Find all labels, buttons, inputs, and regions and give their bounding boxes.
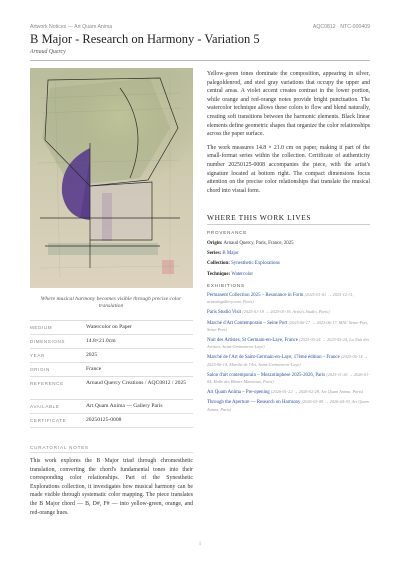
meta-value: France (86, 366, 102, 372)
exhibition-title[interactable]: Marché d'Art Contemporain – Seine Port (207, 320, 288, 326)
exhibitions-list (207, 292, 370, 417)
meta-row-dimensions (30, 334, 193, 348)
provenance-label: Collection: (207, 261, 230, 267)
header-right: AQC0812 · NTC-000409 (312, 24, 370, 30)
exhibition-item (207, 372, 370, 386)
provenance-heading: PROVENANCE (207, 230, 248, 235)
meta-row-medium (30, 320, 193, 334)
meta-row-origin (30, 362, 193, 376)
meta-key: ORIGIN (30, 367, 50, 372)
provenance-list (207, 239, 370, 280)
header-left: Artwork Notices — Art Quam Anima (30, 24, 113, 30)
provenance-label: Technique: (207, 271, 231, 277)
where-heading: WHERE THIS WORK LIVES (207, 213, 312, 222)
exhibition-detail: (2025-06-17 → 2025-06-17, MAC Seine-Port, Seine-Port) (207, 319, 369, 332)
exhibition-detail: (2025-05-24 → 2025-05-24, La Nuit des Artistes, Saint-Germain-en-Laye) (207, 337, 370, 350)
exhibition-title[interactable]: Paris Studio Visit (207, 310, 242, 316)
meta-row-available (30, 399, 193, 413)
meta-row-reference (30, 376, 193, 399)
meta-key: REFERENCE (30, 381, 64, 386)
artwork-metadata (30, 320, 193, 428)
exhibition-item (207, 292, 370, 306)
curatorial-text: This work explores the B Major triad through chromesthetic translation, converting the chord's fundamental tones into their corresponding color relationships. Part of the Synesthetic Explorations collection, it investigates how musical harmony can be made visible through systematic color mapping. The piece translates the B Major chord — B, D#, F# — into yellow-green, orange, and red-orange hues. (30, 458, 193, 516)
provenance-item (207, 239, 370, 249)
description-paragraph: Yellow-green tones dominate the composition, appearing in silver, palegoldenrod, and steel gray variations that occupy the upper and central areas. A violet accent creates contrast in the lower portion, while orange and red-orange notes provide bright punctuation. The watercolor technique allows these colors to flow and blend naturally, creating soft transitions between the harmonic elements. Black linear elements define geometric shapes that organize the color relationships across the paper surface. (207, 71, 370, 138)
meta-value: Art Quam Anima — Gallery Paris (86, 403, 163, 409)
meta-key: AVAILABLE (30, 404, 60, 409)
meta-key: DIMENSIONS (30, 339, 66, 344)
exhibition-title[interactable]: Through the Aperture — Research on Harmony (207, 400, 301, 406)
provenance-value[interactable]: B Major (222, 251, 239, 257)
exhibition-title[interactable]: Nuit des Artistes, St Germain-en-Laye, France (207, 338, 298, 344)
provenance-item (207, 259, 370, 269)
meta-value: 2025 (86, 352, 98, 358)
artwork-caption: Where musical harmony becomes visible through precise color translation (40, 296, 182, 310)
provenance-value: Arnaud Quercy, Paris, France, 2025 (223, 241, 294, 246)
exhibition-detail: (2025-01-18 → 2025-01-19, Artist's Studio, Paris) (242, 309, 330, 315)
meta-row-year (30, 348, 193, 362)
provenance-label: Series: (207, 251, 222, 257)
exhibition-item (207, 399, 370, 413)
meta-key: MEDIUM (30, 325, 53, 330)
description-paragraph: The work measures 14.8 × 21.0 cm on paper, making it part of the small-format series within the collection. Certificate of authenticity number 20250125-0008 accompanies the piece, with the artist's signature located at bottom right. The compact dimensions focus attention on the precise color relationships that translate the musical chord into visual form. (207, 144, 370, 194)
exhibition-title[interactable]: Permanent Collection 2025 – Resonance in Form (207, 293, 304, 298)
meta-value: Watercolor on Paper (86, 324, 132, 330)
artwork-image (30, 68, 193, 288)
artwork-painting (30, 68, 193, 288)
meta-key: YEAR (30, 353, 45, 358)
exhibition-item (207, 354, 370, 368)
where-divider (207, 224, 370, 225)
meta-value: Arnaud Quercy Creations / AQC0812 / 2025 (86, 380, 187, 386)
artist-name: Arnaud Quercy (30, 49, 66, 55)
exhibition-item (207, 309, 370, 316)
exhibition-detail: (2026-03-09 → 2026-04-30, Art Quam Anima, Paris) (207, 399, 369, 412)
meta-key: CERTIFICATE (30, 418, 67, 423)
exhibition-detail: (2025-06-14 → 2025-06-14, Marché de l'Art, Saint-Germain-en-Laye) (207, 354, 368, 367)
page-title: B Major - Research on Harmony - Variation 5 (30, 32, 260, 46)
exhibition-detail: (2025-11-26 → 2026-01-04, Halle des Blancs Manteaux, Paris) (207, 371, 370, 385)
meta-row-certificate (30, 413, 193, 428)
exhibition-title[interactable]: Art Quam Anima – Pre-opening (207, 390, 270, 396)
exhibition-title[interactable]: Marché de l'Art de Saint-Germain-en-Laye, 17ème édition – France (207, 355, 340, 361)
exhibition-title[interactable]: Salon d'art contemporain – Mezzotinphese 2025-2026, Paris (207, 372, 326, 378)
provenance-label: Origin: (207, 241, 223, 246)
provenance-value[interactable]: Watercolor (231, 271, 253, 277)
title-divider (30, 60, 370, 61)
curatorial-heading: CURATORIAL NOTES (30, 445, 89, 450)
exhibition-item (207, 337, 370, 351)
meta-value: 14.8×21.0cm (86, 338, 116, 344)
provenance-item (207, 270, 370, 280)
meta-value: 20250125-0008 (86, 417, 122, 423)
exhibition-detail: (2025-01-01 → 2025-12-31, artnodagallery.com, Paris) (207, 292, 354, 305)
artwork-description (207, 70, 370, 200)
exhibition-item (207, 389, 370, 396)
provenance-value[interactable]: Synesthetic Explorations (231, 261, 280, 267)
page-number: 1 (198, 542, 202, 547)
exhibition-item (207, 320, 370, 334)
exhibition-detail: (2026-01-22 → 2026-02-28, Art Quam Anima, Paris) (271, 389, 364, 395)
curatorial-divider (30, 452, 193, 453)
provenance-item (207, 249, 370, 259)
exhibitions-heading: EXHIBITIONS (207, 283, 245, 288)
